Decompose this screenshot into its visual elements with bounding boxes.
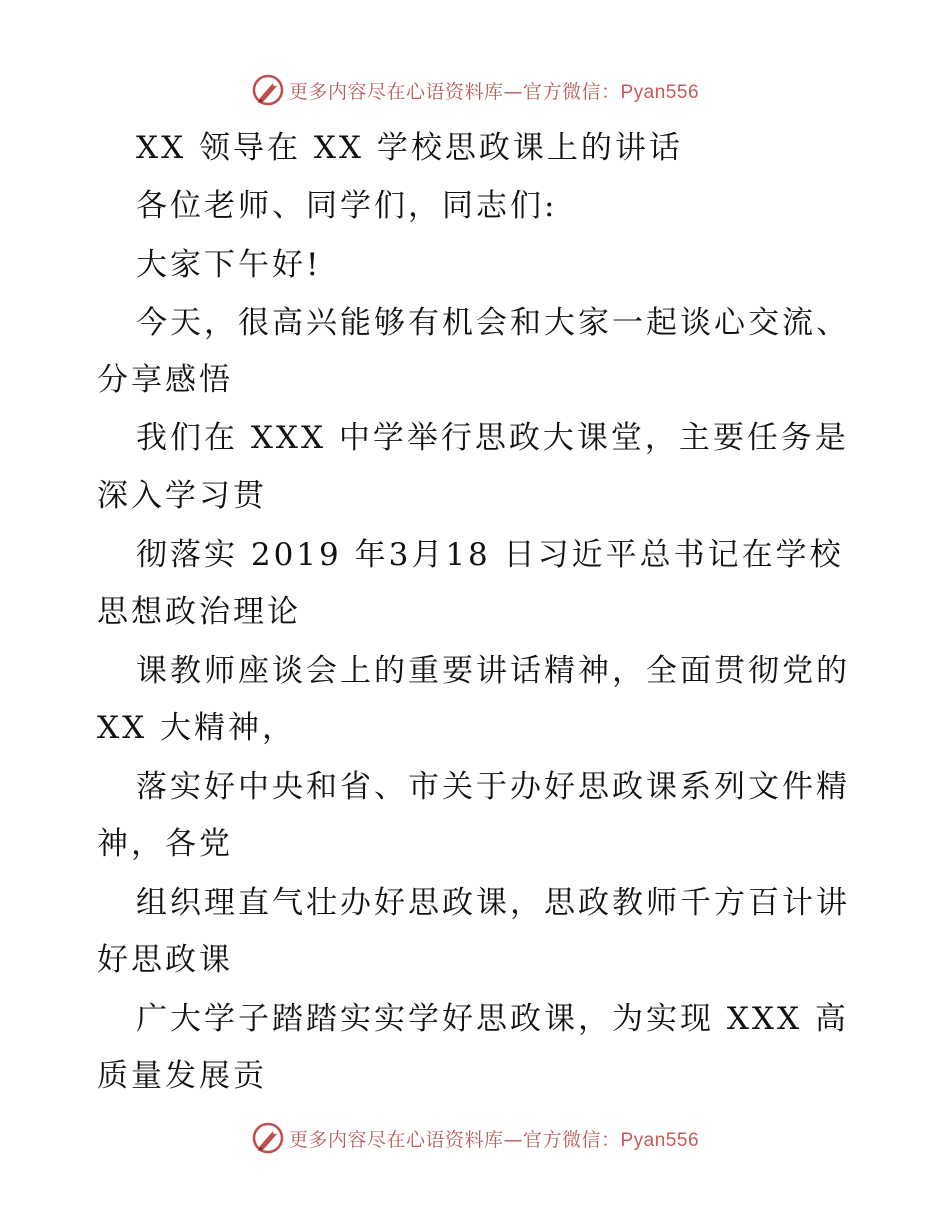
paragraph-line: XX 大精神，	[97, 710, 296, 746]
watermark-text: 更多内容尽在心语资料库—官方微信：Pyan556	[288, 1128, 700, 1151]
paragraph-line: 彻落实 2019 年3月18 日习近平总书记在学校	[136, 537, 844, 573]
salutation: 各位老师、同学们，同志们:	[136, 188, 558, 224]
footer-watermark	[0, 1118, 950, 1158]
paragraph-line: 深入学习贯	[97, 478, 267, 514]
watermark-brand: Pyan556	[620, 1129, 700, 1151]
paragraph-line: 今天，很高兴能够有机会和大家一起谈心交流、	[136, 305, 850, 341]
document-title: XX 领导在 XX 学校思政课上的讲话	[136, 130, 683, 166]
paragraph-line: 分享感悟	[97, 362, 233, 398]
watermark-text: 更多内容尽在心语资料库—官方微信：Pyan556	[288, 80, 700, 103]
paragraph-line: 质量发展贡	[97, 1058, 267, 1094]
paragraph-line: 广大学子踏踏实实学好思政课，为实现 XXX 高	[136, 1001, 849, 1037]
paragraph-line: 神，各党	[97, 826, 233, 862]
paragraph-line: 组织理直气壮办好思政课，思政教师千方百计讲	[136, 885, 850, 921]
paragraph-line: 落实好中央和省、市关于办好思政课系列文件精	[136, 769, 850, 805]
paragraph-line: 好思政课	[97, 942, 233, 978]
paragraph-line: 思想政治理论	[97, 594, 301, 630]
pen-logo-icon	[251, 1121, 285, 1155]
greeting: 大家下午好!	[136, 247, 322, 283]
paragraph-line: 课教师座谈会上的重要讲话精神，全面贯彻党的	[136, 653, 850, 689]
paragraph-line: 我们在 XXX 中学举行思政大课堂，主要任务是	[136, 420, 849, 456]
watermark-brand: Pyan556	[620, 81, 700, 103]
